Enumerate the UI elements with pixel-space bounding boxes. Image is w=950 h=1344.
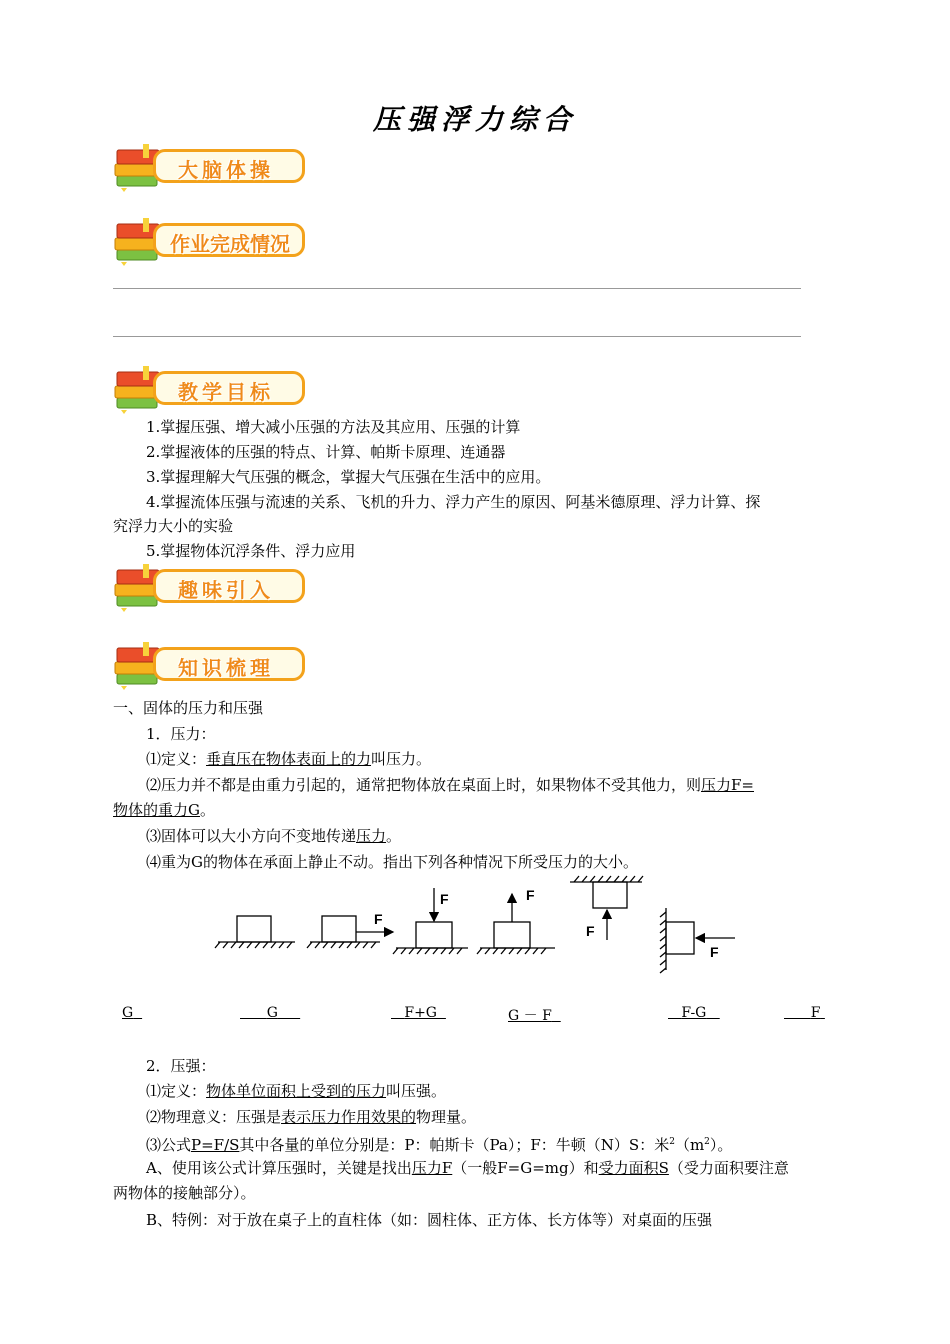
force-label: F [586,923,595,939]
answer-blank: G [122,1005,134,1021]
answer-blank: G － F [508,1008,552,1024]
answer-blank: F-G [681,1005,707,1021]
definition: ⑴定义：垂直压在物体表面上的力叫压力。 [146,750,432,768]
section-badge-homework [113,216,313,268]
section-title: 教学目标 [178,380,274,404]
section-badge-warmup [113,142,313,194]
paragraph: 两物体的接触部分）。 [113,1184,256,1202]
subheading: 2．压强： [146,1057,216,1075]
force-diagrams [210,870,750,980]
goal-item: 1.掌握压强、增大减小压强的方法及其应用、压强的计算 [146,418,521,436]
answer-blank: F+G [404,1005,437,1021]
answer-line [113,288,801,289]
section-title: 知识梳理 [178,656,274,680]
paragraph: ⑷重为G的物体在承面上静止不动。指出下列各种情况下所受压力的大小。 [146,853,638,871]
force-label: F [526,887,535,903]
page-title: 压强浮力综合 [372,103,577,136]
section-title: 作业完成情况 [170,232,290,256]
paragraph: ⑵物理意义：压强是表示压力作用效果的物理量。 [146,1108,477,1126]
section-badge-knowledge [113,640,313,692]
paragraph: A、使用该公式计算压强时，关键是找出压力F（一般F=G=mg）和受力面积S（受力面积要注意 [146,1159,789,1177]
goal-item: 究浮力大小的实验 [113,517,234,535]
subheading: 1．压力： [146,725,216,743]
goal-item: 2.掌握液体的压强的特点、计算、帕斯卡原理、连通器 [146,443,506,461]
paragraph: ⑵压力并不都是由重力引起的，通常把物体放在桌面上时，如果物体不受其他力，则压力F= [146,776,754,794]
force-label: F [374,911,383,927]
answer-line [113,336,801,337]
paragraph: ⑶固体可以大小方向不变地传递压力。 [146,827,402,845]
section-title: 趣味引入 [178,578,274,602]
section-badge-intro [113,562,313,614]
definition: ⑴定义：物体单位面积上受到的压力叫压强。 [146,1082,447,1100]
section-title: 大脑体操 [178,158,274,182]
force-label: F [710,944,719,960]
paragraph: B、特例：对于放在桌子上的直柱体（如：圆柱体、正方体、长方体等）对桌面的压强 [146,1211,713,1229]
goal-item: 3.掌握理解大气压强的概念，掌握大气压强在生活中的应用。 [146,468,551,486]
goal-item: 4.掌握流体压强与流速的关系、飞机的升力、浮力产生的原因、阿基米德原理、浮力计算、探 [146,493,761,511]
goal-item: 5.掌握物体沉浮条件、浮力应用 [146,542,356,560]
section-heading: 一、固体的压力和压强 [113,699,264,717]
force-label: F [440,891,449,907]
answer-blank: G [266,1005,278,1021]
answer-blank: F [810,1005,821,1021]
paragraph: 物体的重力G。 [113,801,215,819]
formula: ⑶公式P=F/S其中各量的单位分别是：P：帕斯卡（Pa）；F：牛顿（N）S：米$^2(m^2)$。 [146,1136,733,1154]
section-badge-goals [113,364,313,416]
